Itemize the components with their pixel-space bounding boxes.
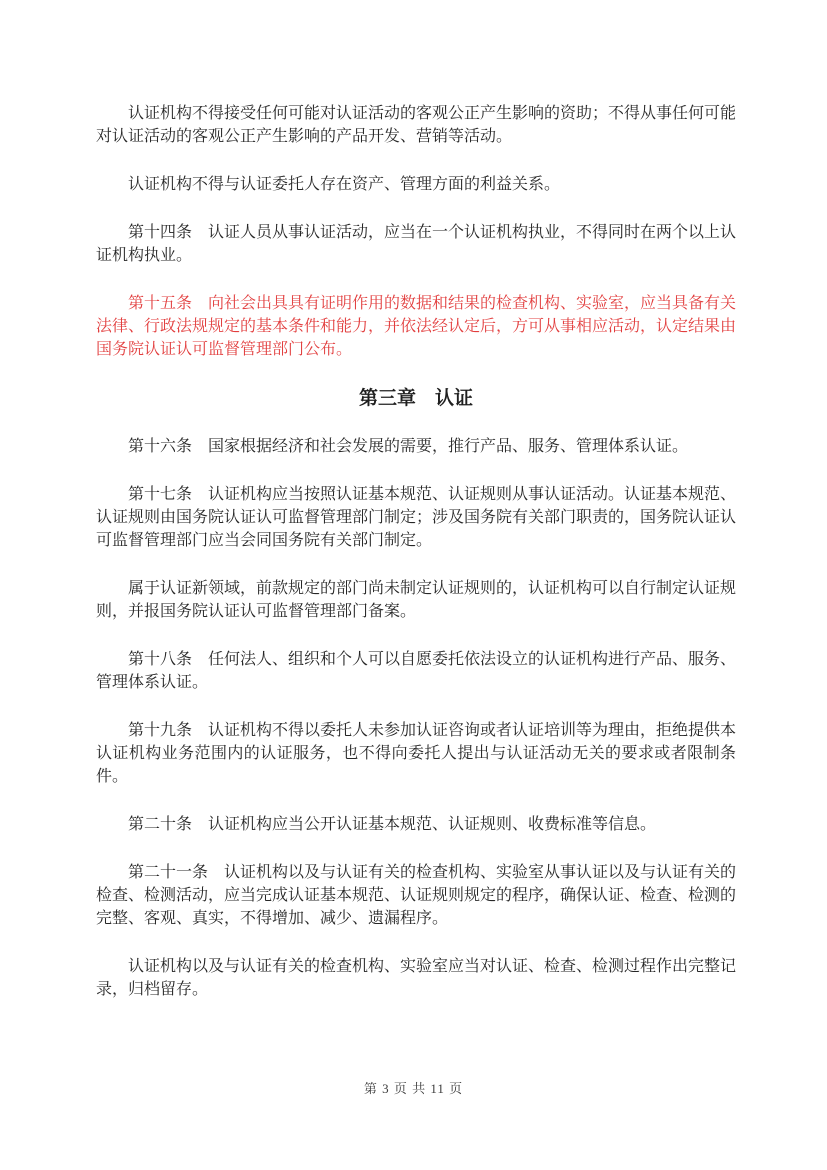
paragraph: 认证机构不得与认证委托人存在资产、管理方面的利益关系。 <box>128 176 561 193</box>
paragraph: 第十四条 认证人员从事认证活动，应当在一个认证机构执业，不得同时在两个以上认证机构执业。 <box>96 224 737 264</box>
chapter-heading: 第三章 认证 <box>358 388 473 409</box>
paragraph: 认证机构不得接受任何可能对认证活动的客观公正产生影响的资助；不得从事任何可能对认证活动的客观公正产生影响的产品开发、营销等活动。 <box>96 105 737 145</box>
page-footer <box>0 1080 827 1098</box>
paragraph: 第二十条 认证机构应当公开认证基本规范、认证规则、收费标准等信息。 <box>128 816 657 833</box>
paragraph-emphasis-red: 第十五条 向社会出具具有证明作用的数据和结果的检查机构、实验室，应当具备有关法律、行政法规规定的基本条件和能力，并依法经认定后，方可从事相应活动，认定结果由国务院认证认可监督管理部门公布。 <box>96 295 737 358</box>
page-number-text: 第 3 页 共 11 页 <box>363 1081 464 1096</box>
paragraph: 第十八条 任何法人、组织和个人可以自愿委托依法设立的认证机构进行产品、服务、管理体系认证。 <box>96 651 737 691</box>
document-body <box>96 102 736 1026</box>
paragraph: 第二十一条 认证机构以及与认证有关的检查机构、实验室从事认证以及与认证有关的检查、检测活动，应当完成认证基本规范、认证规则规定的程序，确保认证、检查、检测的完整、客观、真实，不得增加、减少、遗漏程序。 <box>96 864 737 927</box>
paragraph: 认证机构以及与认证有关的检查机构、实验室应当对认证、检查、检测过程作出完整记录，归档留存。 <box>96 958 737 998</box>
paragraph: 第十九条 认证机构不得以委托人未参加认证咨询或者认证培训等为理由，拒绝提供本认证机构业务范围内的认证服务，也不得向委托人提出与认证活动无关的要求或者限制条件。 <box>96 722 737 785</box>
paragraph: 第十六条 国家根据经济和社会发展的需要，推行产品、服务、管理体系认证。 <box>128 438 689 455</box>
paragraph: 第十七条 认证机构应当按照认证基本规范、认证规则从事认证活动。认证基本规范、认证规则由国务院认证认可监督管理部门制定；涉及国务院有关部门职责的，国务院认证认可监督管理部门应当会同国务院有关部门制定。 <box>96 486 737 549</box>
paragraph: 属于认证新领域，前款规定的部门尚未制定认证规则的，认证机构可以自行制定认证规则，并报国务院认证认可监督管理部门备案。 <box>96 580 737 620</box>
